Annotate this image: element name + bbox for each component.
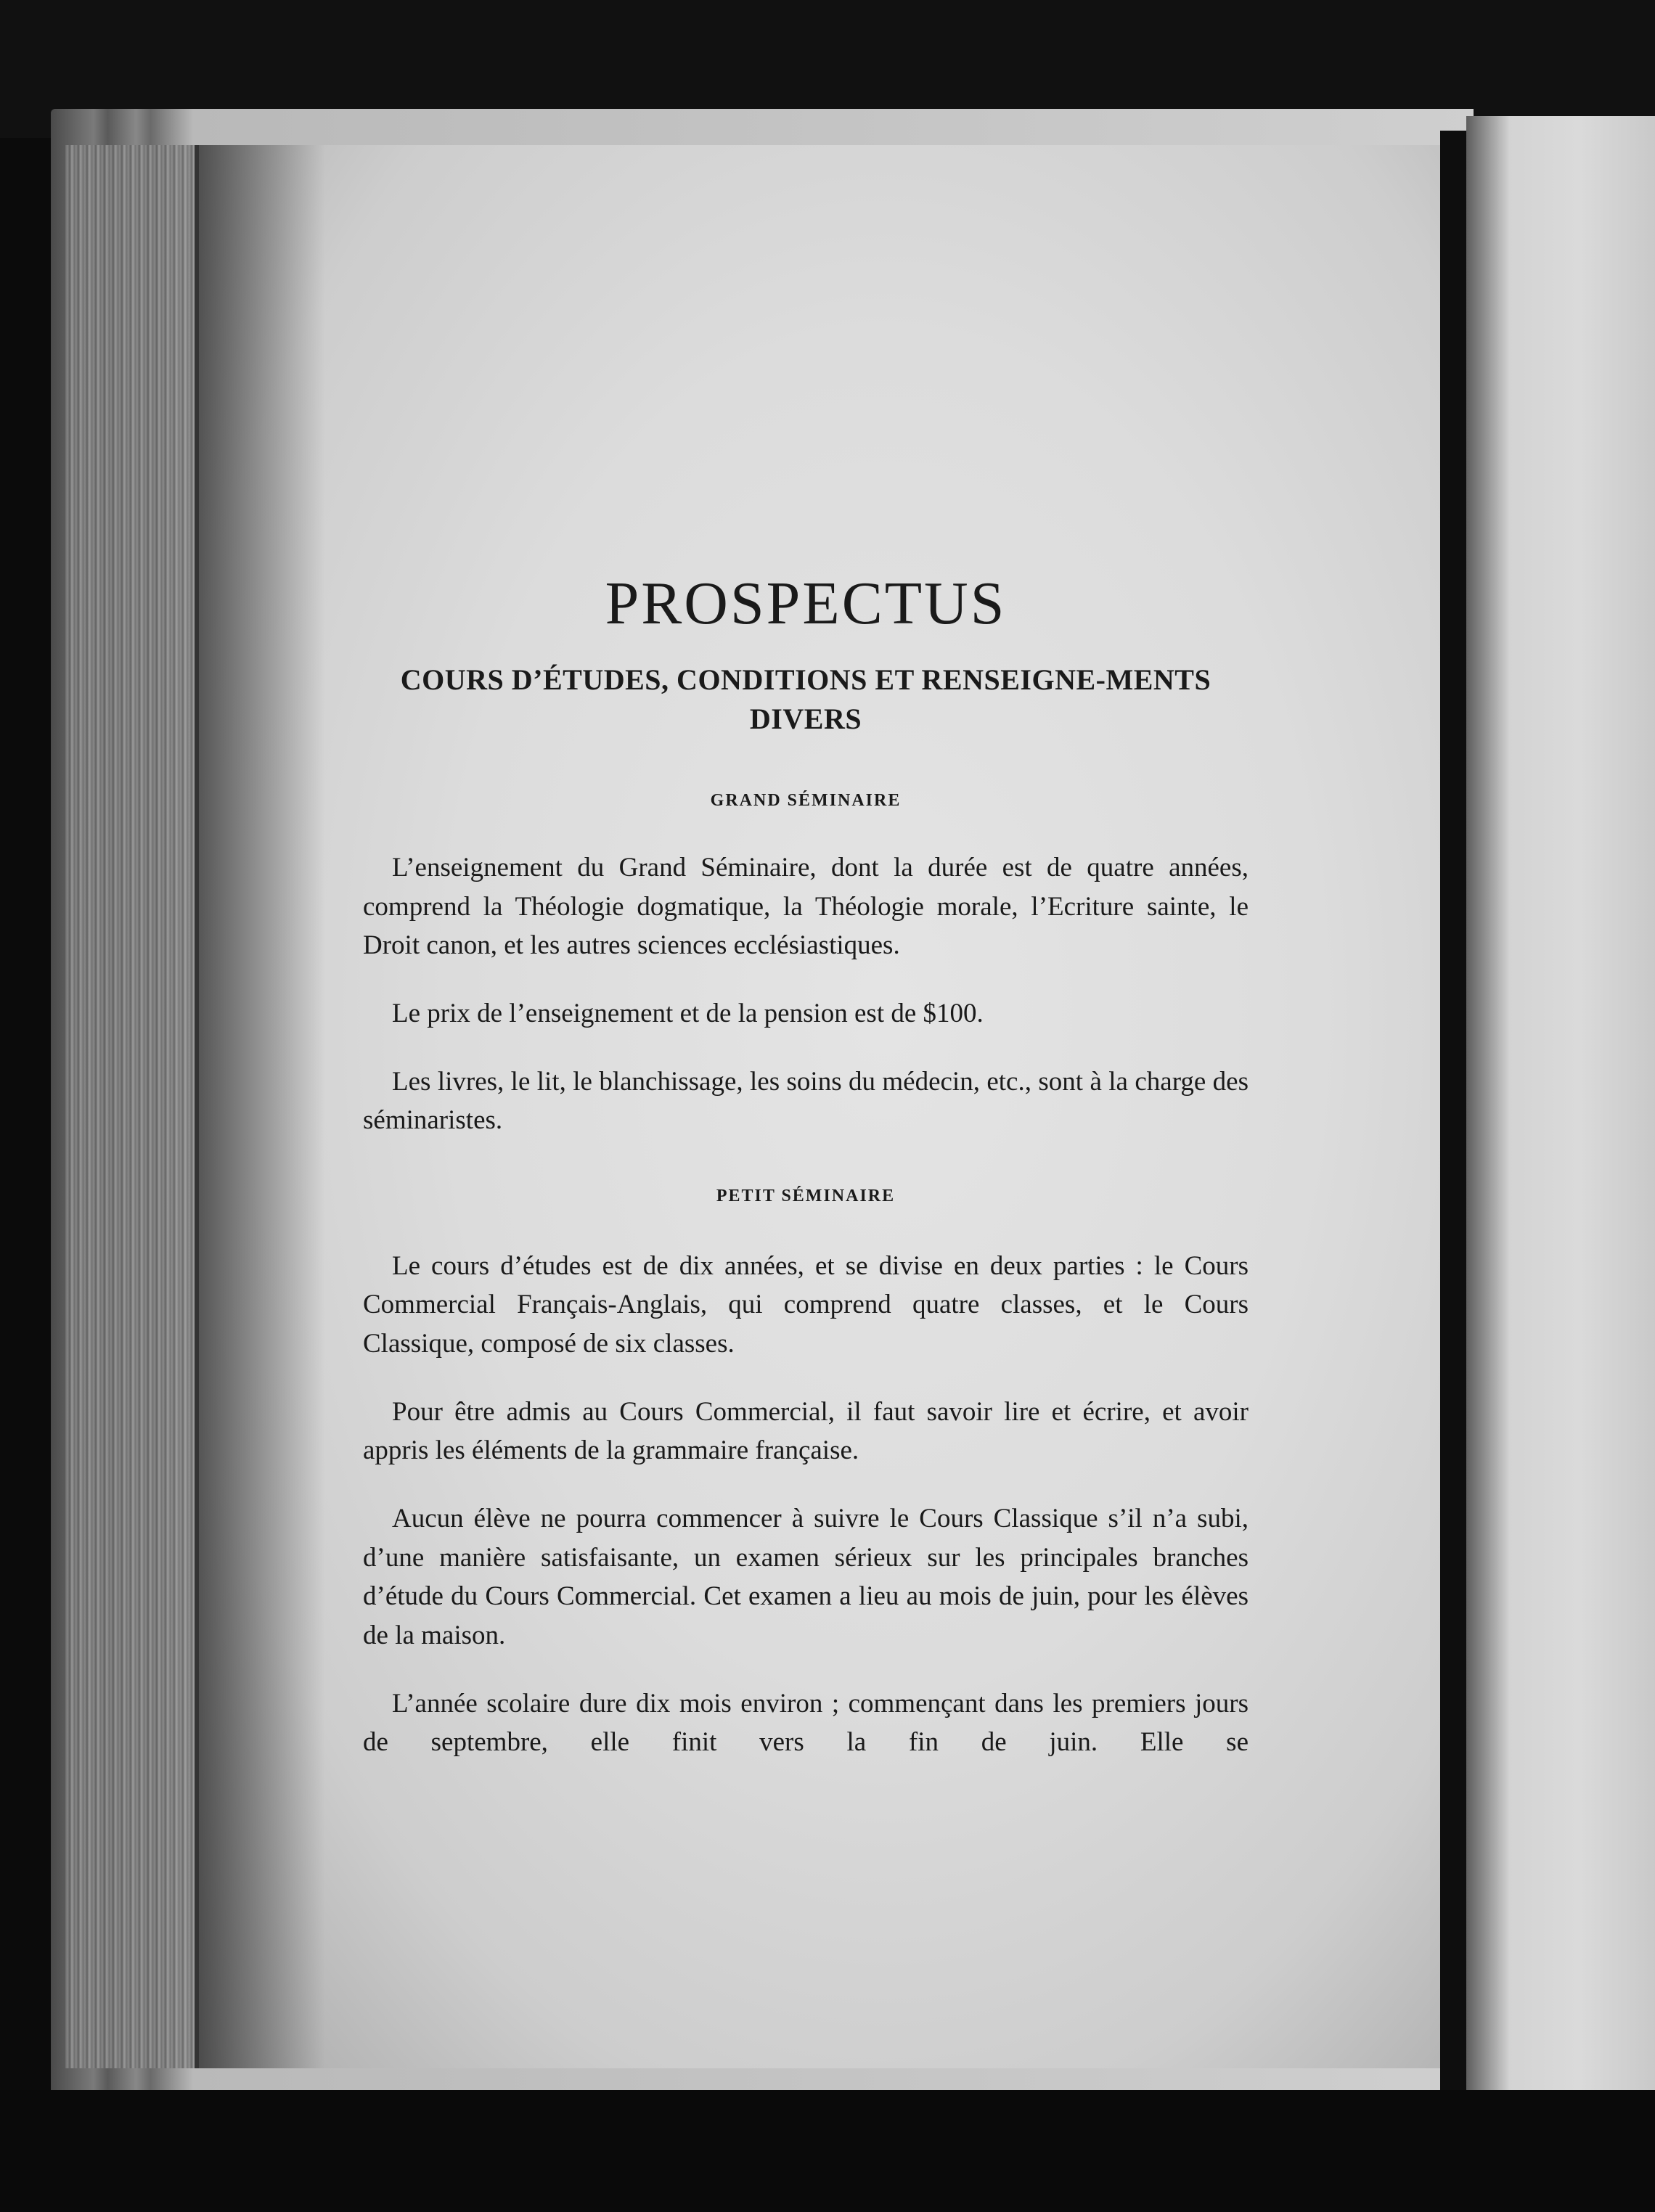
- paragraph: Les livres, le lit, le blanchissage, les soins du médecin, etc., sont à la charge des séminaristes.: [363, 1066, 1249, 1136]
- page-title: PROSPECTUS: [605, 570, 1007, 637]
- right-page-shadow: [1466, 116, 1510, 2105]
- paragraph: Le cours d’études est de dix années, et se divise en deux parties : le Cours Commercial Français-Anglais, qui comprend quatre classes, et le Cours Classique, composé de six classes.: [363, 1250, 1249, 1359]
- page-subtitle: COURS D’ÉTUDES, CONDITIONS ET RENSEIGNE-MENTS DIVERS: [400, 663, 1211, 735]
- paragraph: Pour être admis au Cours Commercial, il faut savoir lire et écrire, et avoir appris les éléments de la grammaire française.: [363, 1396, 1249, 1466]
- paragraph: L’année scolaire dure dix mois environ ; commençant dans les premiers jours de septembre, elle finit vers la fin de juin. Elle se: [363, 1688, 1249, 1758]
- book-gutter: [1440, 131, 1466, 2105]
- paragraph: Le prix de l’enseignement et de la pension est de $100.: [392, 998, 984, 1028]
- section-heading-grand-seminaire: GRAND SÉMINAIRE: [710, 791, 902, 810]
- scanner-bottom: [0, 2090, 1655, 2212]
- page-text: [363, 570, 1249, 1762]
- paragraph: Aucun élève ne pourra commencer à suivre le Cours Classique s’il n’a subi, d’une manière satisfaisante, un examen sérieux sur les principales branches d’étude du Cours Commercial. Cet examen a lieu au mois de juin, pour les élèves de la maison.: [363, 1504, 1249, 1650]
- paragraph: L’enseignement du Grand Séminaire, dont la durée est de quatre années, comprend la Théologie dogmatique, la Théologie morale, l’Ecriture sainte, le Droit canon, et les autres sciences ecclésiastiques.: [363, 853, 1249, 961]
- section-heading-petit-seminaire: PETIT SÉMINAIRE: [716, 1186, 896, 1205]
- page-shadow: [195, 145, 325, 2068]
